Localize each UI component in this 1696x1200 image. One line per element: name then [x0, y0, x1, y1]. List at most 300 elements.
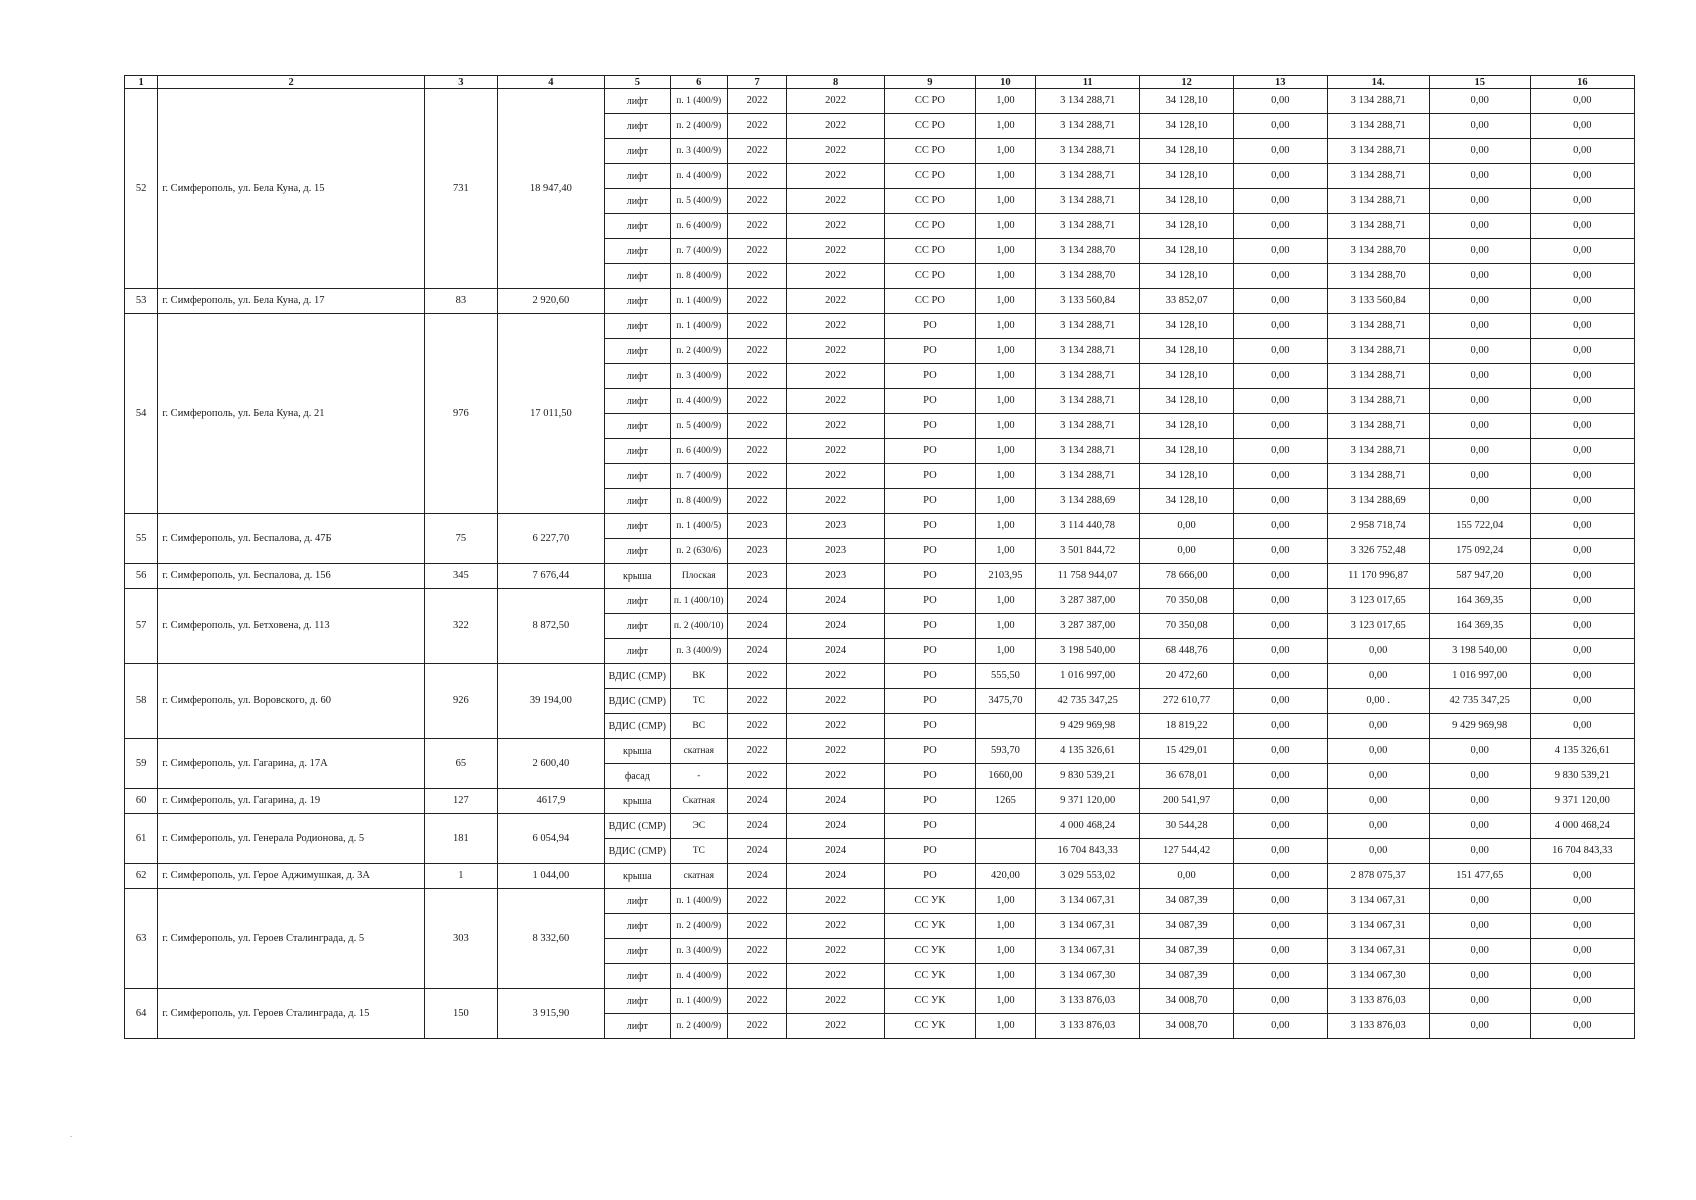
fund-owners: 0,00	[1530, 139, 1634, 164]
address-cell: г. Симферополь, ул. Гагарина, д. 17А	[158, 739, 425, 789]
fund-federal: 0,00	[1233, 789, 1327, 814]
volume: 1,00	[975, 289, 1035, 314]
element-detail: п. 7 (400/9)	[670, 464, 727, 489]
fund-federal: 0,00	[1233, 414, 1327, 439]
fund-local: 0,00	[1429, 389, 1530, 414]
plan-year-start: 2022	[727, 364, 786, 389]
volume: 1265	[975, 789, 1035, 814]
fund-local: 9 429 969,98	[1429, 714, 1530, 739]
plan-year-start: 2024	[727, 839, 786, 864]
plan-year-start: 2022	[727, 964, 786, 989]
volume: 1,00	[975, 589, 1035, 614]
volume: 1,00	[975, 614, 1035, 639]
apartments-count: 976	[424, 314, 497, 514]
apartments-count: 303	[424, 889, 497, 989]
fund-owners: 0,00	[1530, 864, 1634, 889]
element-detail: п. 1 (400/9)	[670, 889, 727, 914]
element-detail: п. 5 (400/9)	[670, 414, 727, 439]
cost-per-unit: 70 350,08	[1140, 614, 1234, 639]
element-detail: скатная	[670, 739, 727, 764]
total-cost: 3 134 288,69	[1036, 489, 1140, 514]
row-number: 62	[125, 864, 158, 889]
element-detail: п. 4 (400/9)	[670, 164, 727, 189]
fund-local: 0,00	[1429, 239, 1530, 264]
funding-source: РО	[885, 364, 976, 389]
volume: 1,00	[975, 1014, 1035, 1039]
total-cost: 3 134 067,31	[1036, 889, 1140, 914]
element-type: лифт	[605, 214, 671, 239]
element-detail: ТС	[670, 689, 727, 714]
plan-year-start: 2022	[727, 1014, 786, 1039]
element-type: лифт	[605, 114, 671, 139]
building-area: 3 915,90	[497, 989, 604, 1039]
cost-per-unit: 34 128,10	[1140, 214, 1234, 239]
plan-year-start: 2022	[727, 714, 786, 739]
fund-regional: 2 958 718,74	[1327, 514, 1429, 539]
plan-year-end: 2022	[787, 1014, 885, 1039]
plan-year-end: 2024	[787, 639, 885, 664]
element-detail: п. 3 (400/9)	[670, 639, 727, 664]
fund-owners: 9 830 539,21	[1530, 764, 1634, 789]
plan-year-end: 2022	[787, 114, 885, 139]
cost-per-unit: 272 610,77	[1140, 689, 1234, 714]
fund-federal: 0,00	[1233, 914, 1327, 939]
fund-regional: 3 134 288,71	[1327, 464, 1429, 489]
fund-regional: 3 134 067,31	[1327, 889, 1429, 914]
plan-year-end: 2022	[787, 889, 885, 914]
fund-federal: 0,00	[1233, 814, 1327, 839]
cost-per-unit: 34 128,10	[1140, 239, 1234, 264]
fund-federal: 0,00	[1233, 564, 1327, 589]
element-detail: п. 3 (400/9)	[670, 364, 727, 389]
volume: 2103,95	[975, 564, 1035, 589]
funding-source: СС РО	[885, 139, 976, 164]
scan-speck: .	[70, 1130, 72, 1139]
building-area: 6 227,70	[497, 514, 604, 564]
total-cost: 3 134 288,71	[1036, 139, 1140, 164]
fund-owners: 0,00	[1530, 314, 1634, 339]
funding-source: РО	[885, 689, 976, 714]
total-cost: 3 134 067,31	[1036, 914, 1140, 939]
apartments-count: 127	[424, 789, 497, 814]
table-row	[125, 814, 1635, 839]
funding-source: СС РО	[885, 164, 976, 189]
fund-local: 151 477,65	[1429, 864, 1530, 889]
element-type: ВДИС (СМР)	[605, 689, 671, 714]
cost-per-unit: 34 128,10	[1140, 189, 1234, 214]
cost-per-unit: 34 008,70	[1140, 989, 1234, 1014]
plan-year-end: 2024	[787, 839, 885, 864]
table-row	[125, 289, 1635, 314]
plan-year-end: 2022	[787, 264, 885, 289]
fund-owners: 0,00	[1530, 514, 1634, 539]
fund-owners: 16 704 843,33	[1530, 839, 1634, 864]
plan-year-end: 2022	[787, 739, 885, 764]
total-cost: 3 134 288,71	[1036, 339, 1140, 364]
fund-local: 0,00	[1429, 464, 1530, 489]
building-area: 7 676,44	[497, 564, 604, 589]
fund-regional: 3 134 288,69	[1327, 489, 1429, 514]
fund-owners: 4 000 468,24	[1530, 814, 1634, 839]
total-cost: 9 429 969,98	[1036, 714, 1140, 739]
funding-source: РО	[885, 739, 976, 764]
fund-owners: 0,00	[1530, 639, 1634, 664]
volume: 1,00	[975, 464, 1035, 489]
fund-owners: 0,00	[1530, 989, 1634, 1014]
building-area: 2 920,60	[497, 289, 604, 314]
apartments-count: 83	[424, 289, 497, 314]
address-cell: г. Симферополь, ул. Бела Куна, д. 21	[158, 314, 425, 514]
fund-regional: 3 134 288,71	[1327, 339, 1429, 364]
element-detail: п. 1 (400/10)	[670, 589, 727, 614]
funding-source: РО	[885, 839, 976, 864]
fund-regional: 3 134 288,71	[1327, 89, 1429, 114]
fund-federal: 0,00	[1233, 114, 1327, 139]
total-cost: 3 134 288,71	[1036, 389, 1140, 414]
element-detail: п. 8 (400/9)	[670, 489, 727, 514]
cost-per-unit: 34 128,10	[1140, 439, 1234, 464]
table-row	[125, 664, 1635, 689]
fund-local: 0,00	[1429, 189, 1530, 214]
element-detail: п. 2 (400/9)	[670, 914, 727, 939]
fund-local: 0,00	[1429, 164, 1530, 189]
plan-year-start: 2024	[727, 789, 786, 814]
volume: 1,00	[975, 889, 1035, 914]
fund-regional: 3 134 067,31	[1327, 939, 1429, 964]
total-cost: 11 758 944,07	[1036, 564, 1140, 589]
element-detail: п. 6 (400/9)	[670, 439, 727, 464]
table-row	[125, 514, 1635, 539]
building-area: 8 872,50	[497, 589, 604, 664]
element-type: ВДИС (СМР)	[605, 664, 671, 689]
element-detail: -	[670, 764, 727, 789]
fund-regional: 3 134 288,71	[1327, 114, 1429, 139]
total-cost: 3 287 387,00	[1036, 614, 1140, 639]
column-header-11: 11	[1036, 76, 1140, 89]
element-detail: п. 1 (400/9)	[670, 989, 727, 1014]
element-type: лифт	[605, 589, 671, 614]
fund-regional: 3 133 560,84	[1327, 289, 1429, 314]
plan-year-end: 2024	[787, 814, 885, 839]
fund-federal: 0,00	[1233, 239, 1327, 264]
row-number: 64	[125, 989, 158, 1039]
fund-owners: 0,00	[1530, 114, 1634, 139]
plan-year-end: 2022	[787, 914, 885, 939]
volume: 1,00	[975, 339, 1035, 364]
element-type: лифт	[605, 939, 671, 964]
address-cell: г. Симферополь, ул. Беспалова, д. 47Б	[158, 514, 425, 564]
element-type: лифт	[605, 164, 671, 189]
volume	[975, 714, 1035, 739]
cost-per-unit: 34 087,39	[1140, 939, 1234, 964]
element-type: лифт	[605, 189, 671, 214]
plan-year-start: 2022	[727, 689, 786, 714]
volume	[975, 814, 1035, 839]
plan-year-start: 2022	[727, 164, 786, 189]
total-cost: 3 134 288,71	[1036, 414, 1140, 439]
element-detail: Скатная	[670, 789, 727, 814]
fund-owners: 0,00	[1530, 489, 1634, 514]
column-header-4: 4	[497, 76, 604, 89]
plan-year-start: 2022	[727, 264, 786, 289]
volume: 1,00	[975, 514, 1035, 539]
fund-owners: 0,00	[1530, 714, 1634, 739]
element-detail: п. 2 (400/9)	[670, 339, 727, 364]
capital-repair-register-table	[124, 75, 1635, 1039]
fund-federal: 0,00	[1233, 339, 1327, 364]
volume: 1,00	[975, 189, 1035, 214]
plan-year-start: 2022	[727, 239, 786, 264]
plan-year-start: 2022	[727, 139, 786, 164]
cost-per-unit: 34 087,39	[1140, 914, 1234, 939]
fund-regional: 3 134 288,71	[1327, 414, 1429, 439]
fund-owners: 0,00	[1530, 439, 1634, 464]
plan-year-start: 2024	[727, 639, 786, 664]
funding-source: РО	[885, 564, 976, 589]
fund-local: 164 369,35	[1429, 614, 1530, 639]
volume: 593,70	[975, 739, 1035, 764]
fund-federal: 0,00	[1233, 864, 1327, 889]
fund-owners: 0,00	[1530, 889, 1634, 914]
fund-local: 0,00	[1429, 314, 1530, 339]
volume: 1,00	[975, 489, 1035, 514]
funding-source: СС РО	[885, 89, 976, 114]
element-type: лифт	[605, 239, 671, 264]
fund-owners: 0,00	[1530, 689, 1634, 714]
volume: 1,00	[975, 89, 1035, 114]
fund-federal: 0,00	[1233, 614, 1327, 639]
fund-local: 155 722,04	[1429, 514, 1530, 539]
element-type: лифт	[605, 914, 671, 939]
total-cost: 3 134 288,71	[1036, 89, 1140, 114]
building-area: 2 600,40	[497, 739, 604, 789]
table-row	[125, 314, 1635, 339]
element-type: лифт	[605, 289, 671, 314]
cost-per-unit: 0,00	[1140, 864, 1234, 889]
table-row	[125, 564, 1635, 589]
column-header-15: 15	[1429, 76, 1530, 89]
funding-source: РО	[885, 864, 976, 889]
fund-local: 0,00	[1429, 364, 1530, 389]
funding-source: РО	[885, 664, 976, 689]
total-cost: 3 134 067,30	[1036, 964, 1140, 989]
plan-year-start: 2022	[727, 414, 786, 439]
plan-year-start: 2022	[727, 289, 786, 314]
fund-local: 0,00	[1429, 964, 1530, 989]
building-area: 8 332,60	[497, 889, 604, 989]
row-number: 60	[125, 789, 158, 814]
volume: 1,00	[975, 114, 1035, 139]
plan-year-end: 2024	[787, 789, 885, 814]
plan-year-end: 2022	[787, 764, 885, 789]
fund-regional: 3 134 288,71	[1327, 314, 1429, 339]
cost-per-unit: 34 128,10	[1140, 264, 1234, 289]
funding-source: РО	[885, 514, 976, 539]
cost-per-unit: 0,00	[1140, 539, 1234, 564]
table-row	[125, 889, 1635, 914]
plan-year-start: 2023	[727, 514, 786, 539]
fund-regional: 3 134 288,71	[1327, 214, 1429, 239]
cost-per-unit: 34 128,10	[1140, 364, 1234, 389]
table-row	[125, 589, 1635, 614]
fund-regional: 0,00	[1327, 664, 1429, 689]
fund-regional: 0,00	[1327, 639, 1429, 664]
plan-year-end: 2022	[787, 139, 885, 164]
cost-per-unit: 30 544,28	[1140, 814, 1234, 839]
column-header-14: 14.	[1327, 76, 1429, 89]
fund-owners: 0,00	[1530, 89, 1634, 114]
element-type: лифт	[605, 989, 671, 1014]
element-detail: п. 2 (400/9)	[670, 1014, 727, 1039]
table-body	[125, 89, 1635, 1039]
fund-regional: 11 170 996,87	[1327, 564, 1429, 589]
column-header-13: 13	[1233, 76, 1327, 89]
fund-local: 0,00	[1429, 214, 1530, 239]
cost-per-unit: 34 128,10	[1140, 164, 1234, 189]
fund-owners: 0,00	[1530, 914, 1634, 939]
total-cost: 3 114 440,78	[1036, 514, 1140, 539]
cost-per-unit: 34 128,10	[1140, 489, 1234, 514]
plan-year-end: 2022	[787, 339, 885, 364]
fund-federal: 0,00	[1233, 539, 1327, 564]
plan-year-end: 2024	[787, 864, 885, 889]
volume: 1,00	[975, 414, 1035, 439]
plan-year-start: 2023	[727, 539, 786, 564]
fund-owners: 0,00	[1530, 339, 1634, 364]
plan-year-start: 2022	[727, 114, 786, 139]
fund-federal: 0,00	[1233, 464, 1327, 489]
total-cost: 3 198 540,00	[1036, 639, 1140, 664]
plan-year-start: 2024	[727, 814, 786, 839]
funding-source: РО	[885, 539, 976, 564]
fund-local: 0,00	[1429, 89, 1530, 114]
funding-source: РО	[885, 814, 976, 839]
funding-source: СС РО	[885, 114, 976, 139]
element-type: крыша	[605, 739, 671, 764]
fund-federal: 0,00	[1233, 989, 1327, 1014]
building-area: 18 947,40	[497, 89, 604, 289]
plan-year-start: 2022	[727, 914, 786, 939]
element-type: фасад	[605, 764, 671, 789]
total-cost: 3 134 288,71	[1036, 439, 1140, 464]
building-area: 4617,9	[497, 789, 604, 814]
fund-local: 0,00	[1429, 939, 1530, 964]
element-type: лифт	[605, 264, 671, 289]
element-detail: п. 3 (400/9)	[670, 939, 727, 964]
cost-per-unit: 34 128,10	[1140, 414, 1234, 439]
element-type: крыша	[605, 864, 671, 889]
apartments-count: 181	[424, 814, 497, 864]
fund-regional: 0,00	[1327, 739, 1429, 764]
element-detail: Плоская	[670, 564, 727, 589]
fund-local: 1 016 997,00	[1429, 664, 1530, 689]
volume: 1,00	[975, 314, 1035, 339]
fund-federal: 0,00	[1233, 1014, 1327, 1039]
plan-year-end: 2022	[787, 964, 885, 989]
row-number: 55	[125, 514, 158, 564]
total-cost: 3 134 288,71	[1036, 464, 1140, 489]
fund-federal: 0,00	[1233, 189, 1327, 214]
total-cost: 3 134 288,71	[1036, 214, 1140, 239]
total-cost: 3 134 288,71	[1036, 314, 1140, 339]
element-type: ВДИС (СМР)	[605, 839, 671, 864]
fund-owners: 0,00	[1530, 614, 1634, 639]
element-detail: п. 4 (400/9)	[670, 389, 727, 414]
plan-year-start: 2022	[727, 439, 786, 464]
element-detail: ВК	[670, 664, 727, 689]
plan-year-end: 2022	[787, 289, 885, 314]
fund-regional: 0,00	[1327, 839, 1429, 864]
row-number: 56	[125, 564, 158, 589]
volume: 1,00	[975, 964, 1035, 989]
fund-owners: 4 135 326,61	[1530, 739, 1634, 764]
row-number: 63	[125, 889, 158, 989]
row-number: 53	[125, 289, 158, 314]
column-header-10: 10	[975, 76, 1035, 89]
apartments-count: 926	[424, 664, 497, 739]
cost-per-unit: 34 128,10	[1140, 464, 1234, 489]
table-row	[125, 789, 1635, 814]
column-header-3: 3	[424, 76, 497, 89]
row-number: 52	[125, 89, 158, 289]
volume: 1,00	[975, 214, 1035, 239]
element-type: лифт	[605, 539, 671, 564]
row-number: 59	[125, 739, 158, 789]
apartments-count: 75	[424, 514, 497, 564]
volume	[975, 839, 1035, 864]
volume: 1,00	[975, 264, 1035, 289]
element-type: лифт	[605, 414, 671, 439]
element-type: лифт	[605, 889, 671, 914]
fund-federal: 0,00	[1233, 889, 1327, 914]
fund-local: 0,00	[1429, 1014, 1530, 1039]
address-cell: г. Симферополь, ул. Воровского, д. 60	[158, 664, 425, 739]
address-cell: г. Симферополь, ул. Бетховена, д. 113	[158, 589, 425, 664]
element-detail: п. 3 (400/9)	[670, 139, 727, 164]
cost-per-unit: 34 087,39	[1140, 964, 1234, 989]
fund-owners: 0,00	[1530, 464, 1634, 489]
row-number: 54	[125, 314, 158, 514]
fund-local: 0,00	[1429, 889, 1530, 914]
plan-year-end: 2023	[787, 564, 885, 589]
funding-source: СС РО	[885, 214, 976, 239]
cost-per-unit: 20 472,60	[1140, 664, 1234, 689]
fund-federal: 0,00	[1233, 714, 1327, 739]
total-cost: 3 134 067,31	[1036, 939, 1140, 964]
fund-federal: 0,00	[1233, 664, 1327, 689]
column-header-8: 8	[787, 76, 885, 89]
column-number-header	[125, 76, 1635, 89]
fund-local: 0,00	[1429, 289, 1530, 314]
plan-year-start: 2022	[727, 214, 786, 239]
volume: 555,50	[975, 664, 1035, 689]
fund-federal: 0,00	[1233, 589, 1327, 614]
element-type: лифт	[605, 1014, 671, 1039]
element-type: лифт	[605, 339, 671, 364]
building-area: 1 044,00	[497, 864, 604, 889]
cost-per-unit: 34 128,10	[1140, 339, 1234, 364]
funding-source: СС УК	[885, 1014, 976, 1039]
fund-regional: 0,00	[1327, 789, 1429, 814]
element-type: лифт	[605, 964, 671, 989]
funding-source: СС РО	[885, 239, 976, 264]
element-detail: п. 8 (400/9)	[670, 264, 727, 289]
funding-source: РО	[885, 489, 976, 514]
plan-year-end: 2022	[787, 464, 885, 489]
funding-source: РО	[885, 389, 976, 414]
fund-regional: 3 123 017,65	[1327, 614, 1429, 639]
funding-source: РО	[885, 589, 976, 614]
